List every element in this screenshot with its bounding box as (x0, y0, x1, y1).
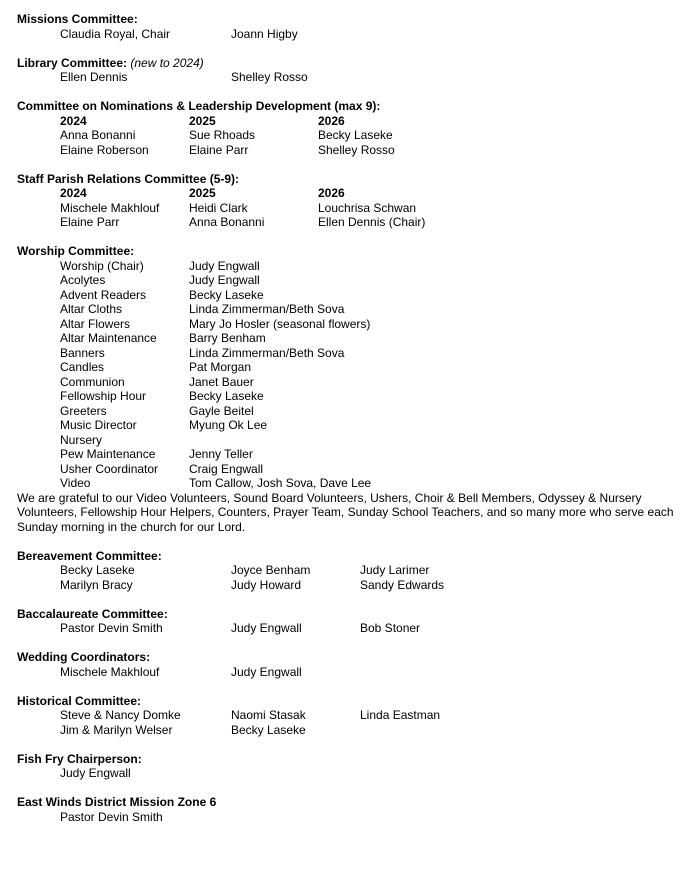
year-label: 2024 (60, 113, 87, 128)
member-row (17, 723, 677, 738)
role-label: Candles (60, 360, 105, 374)
year-label: 2026 (318, 186, 345, 200)
role-label: Nursery (60, 432, 103, 447)
worship-role-row (17, 462, 677, 477)
section-title: Committee on Nominations & Leadership Development (max 9): (17, 99, 381, 113)
worship-role-row (17, 288, 677, 303)
section-title: Staff Parish Relations Committee (5-9): (17, 171, 240, 186)
worship-committee-section (17, 244, 677, 534)
section-title-line (17, 56, 677, 71)
role-assignee: Craig Engwall (189, 461, 264, 476)
member-name: Judy Howard (231, 577, 302, 592)
section-title: Library Committee: (17, 55, 128, 70)
member-name: Claudia Royal, Chair (60, 26, 171, 41)
member-name: Ellen Dennis (Chair) (318, 215, 426, 229)
worship-role-row (17, 447, 677, 462)
role-label: Pew Maintenance (60, 447, 156, 461)
worship-role-row (17, 259, 677, 274)
role-label: Altar Cloths (60, 302, 123, 316)
member-name: Shelley Rosso (318, 142, 395, 157)
role-assignee: Pat Morgan (189, 360, 252, 374)
member-name: Pastor Devin Smith (60, 621, 163, 635)
member-row (17, 201, 677, 216)
year-label: 2024 (60, 186, 87, 200)
member-name: Judy Larimer (360, 563, 430, 577)
worship-role-row (17, 418, 677, 433)
role-label: Usher Coordinator (60, 461, 159, 476)
bereavement-committee-section (17, 549, 677, 593)
section-note: (new to 2024) (130, 55, 204, 70)
member-name: Judy Engwall (60, 766, 131, 780)
role-assignee: Tom Callow, Josh Sova, Dave Lee (189, 476, 372, 490)
member-row (17, 70, 677, 85)
worship-role-row (17, 346, 677, 361)
role-assignee: Myung Ok Lee (189, 418, 268, 432)
member-row (17, 665, 677, 680)
member-name: Becky Laseke (318, 128, 393, 142)
role-assignee: Gayle Beitel (189, 403, 254, 418)
role-assignee: Linda Zimmerman/Beth Sova (189, 302, 345, 316)
role-label: Communion (60, 374, 125, 389)
worship-role-row (17, 389, 677, 404)
role-label: Fellowship Hour (60, 389, 147, 403)
member-name: Judy Engwall (231, 621, 302, 635)
member-name: Sue Rhoads (189, 128, 256, 142)
section-title: Wedding Coordinators: (17, 650, 151, 664)
role-assignee: Mary Jo Hosler (seasonal flowers) (189, 316, 371, 331)
role-label: Greeters (60, 403, 107, 418)
member-row (17, 766, 677, 781)
role-label: Banners (60, 345, 105, 360)
member-name: Elaine Roberson (60, 142, 149, 157)
role-assignee: Barry Benham (189, 331, 266, 345)
member-name: Anna Bonanni (60, 128, 136, 142)
staff-parish-relations-section (17, 172, 677, 230)
section-title: Baccalaureate Committee: (17, 606, 168, 621)
role-assignee: Jenny Teller (189, 447, 253, 461)
role-assignee: Linda Zimmerman/Beth Sova (189, 345, 345, 360)
worship-role-row (17, 476, 677, 491)
worship-role-row (17, 360, 677, 375)
member-row (17, 143, 677, 158)
role-label: Altar Maintenance (60, 331, 157, 345)
fish-fry-section (17, 752, 677, 781)
section-title: Worship Committee: (17, 244, 135, 258)
role-label: Music Director (60, 418, 137, 432)
role-assignee: Judy Engwall (189, 258, 260, 273)
worship-role-row (17, 273, 677, 288)
year-header-row (17, 114, 677, 129)
member-row (17, 128, 677, 143)
worship-role-row (17, 433, 677, 448)
member-row (17, 708, 677, 723)
role-assignee: Becky Laseke (189, 287, 264, 302)
baccalaureate-committee-section (17, 607, 677, 636)
year-label: 2026 (318, 113, 345, 128)
member-name: Elaine Parr (189, 142, 249, 157)
role-assignee: Becky Laseke (189, 389, 264, 403)
member-row (17, 215, 677, 230)
member-name: Joyce Benham (231, 563, 311, 577)
member-row (17, 621, 677, 636)
historical-committee-section (17, 694, 677, 738)
member-row (17, 563, 677, 578)
nominations-committee-section (17, 99, 677, 157)
member-name: Mischele Makhlouf (60, 200, 160, 215)
missions-committee-section (17, 12, 677, 41)
role-label: Altar Flowers (60, 316, 131, 331)
grateful-paragraph: We are grateful to our Video Volunteers, Sound Board Volunteers, Ushers, Choir & Bell Members, Odyssey & Nursery Volunteers, Fellowship Hour Helpers, Counters, Prayer Team, Sunday School Teachers, and so many more who serve each Sunday morning in the church for our Lord. (17, 490, 674, 534)
role-assignee: Janet Bauer (189, 374, 254, 389)
year-label: 2025 (189, 186, 216, 200)
role-assignee: Judy Engwall (189, 273, 260, 287)
wedding-coordinators-section (17, 650, 677, 679)
member-name: Marilyn Bracy (60, 577, 133, 592)
role-label: Acolytes (60, 273, 106, 287)
member-name: Becky Laseke (231, 722, 306, 737)
member-name: Becky Laseke (60, 563, 135, 577)
member-name: Judy Engwall (231, 664, 302, 679)
worship-role-row (17, 404, 677, 419)
east-winds-section (17, 795, 677, 824)
member-name: Ellen Dennis (60, 70, 128, 84)
member-row (17, 27, 677, 42)
year-header-row (17, 186, 677, 201)
member-name: Naomi Stasak (231, 708, 306, 722)
section-title: Historical Committee: (17, 693, 142, 708)
worship-role-row (17, 375, 677, 390)
role-label: Video (60, 476, 91, 490)
member-name: Steve & Nancy Domke (60, 708, 181, 722)
member-name: Louchrisa Schwan (318, 200, 417, 215)
worship-role-row (17, 317, 677, 332)
year-label: 2025 (189, 113, 216, 128)
member-name: Elaine Parr (60, 215, 120, 229)
member-name: Mischele Makhlouf (60, 664, 160, 679)
member-name: Shelley Rosso (231, 70, 308, 84)
member-name: Linda Eastman (360, 708, 441, 722)
member-name: Jim & Marilyn Welser (60, 722, 173, 737)
document-page (17, 12, 677, 839)
role-label: Worship (Chair) (60, 258, 144, 273)
member-name: Heidi Clark (189, 200, 248, 215)
section-title: Bereavement Committee: (17, 548, 162, 563)
section-title: Fish Fry Chairperson: (17, 751, 142, 766)
role-label: Advent Readers (60, 287, 147, 302)
member-name: Sandy Edwards (360, 577, 445, 592)
section-title: Missions Committee: (17, 12, 138, 26)
worship-role-row (17, 331, 677, 346)
member-name: Anna Bonanni (189, 215, 265, 229)
member-row (17, 810, 677, 825)
member-row (17, 578, 677, 593)
library-committee-section (17, 56, 677, 85)
member-name: Joann Higby (231, 26, 298, 41)
section-title: East Winds District Mission Zone 6 (17, 795, 217, 809)
member-name: Bob Stoner (360, 621, 421, 635)
worship-role-row (17, 302, 677, 317)
member-name: Pastor Devin Smith (60, 809, 163, 824)
